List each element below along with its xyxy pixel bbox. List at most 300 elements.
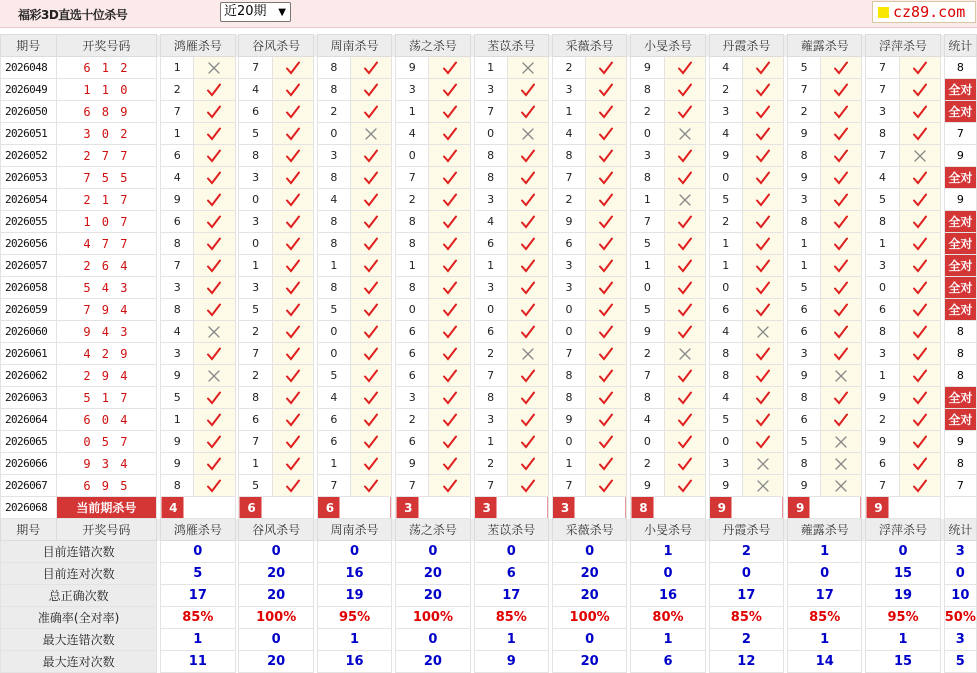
summary-value: 20 (396, 585, 471, 607)
summary-value: 17 (787, 585, 862, 607)
result-mark-cell (429, 79, 470, 101)
stat-cell: 9 (944, 189, 976, 211)
stat-cell: 8 (944, 343, 976, 365)
result-mark-cell (742, 387, 783, 409)
kill-number-cell: 0 (709, 431, 742, 453)
result-mark-cell (272, 101, 313, 123)
result-mark-cell (272, 277, 313, 299)
table-header-row (1, 519, 977, 541)
summary-value: 16 (631, 585, 706, 607)
table-row (1, 475, 977, 497)
stat-cell: 全对 (944, 167, 976, 189)
summary-value: 0 (317, 541, 392, 563)
summary-value: 9 (474, 651, 549, 673)
result-mark-cell (821, 453, 862, 475)
check-icon (521, 237, 535, 251)
kill-number-cell: 3 (239, 167, 272, 189)
draw-number-cell: 1 1 0 (56, 79, 157, 101)
summary-value: 0 (866, 541, 941, 563)
kill-number-cell: 6 (474, 321, 507, 343)
result-mark-cell (194, 321, 235, 343)
result-mark-cell (899, 299, 940, 321)
kill-number-cell: 9 (396, 57, 429, 79)
summary-value: 0 (552, 629, 627, 651)
current-kill-number: 3 (396, 497, 471, 519)
cross-icon (834, 457, 848, 471)
check-icon (286, 193, 300, 207)
check-icon (678, 391, 692, 405)
kill-number-cell: 9 (787, 365, 820, 387)
site-logo[interactable] (872, 1, 976, 23)
summary-value: 0 (239, 541, 314, 563)
kill-number-cell: 9 (787, 475, 820, 497)
column-header: 鸿雁杀号 (161, 35, 236, 57)
top-bar (0, 0, 977, 28)
result-mark-cell (664, 387, 705, 409)
summary-value: 1 (161, 629, 236, 651)
result-mark-cell (429, 431, 470, 453)
kill-number-cell: 4 (709, 387, 742, 409)
check-icon (834, 347, 848, 361)
cross-icon (834, 369, 848, 383)
check-icon (678, 83, 692, 97)
column-header: 开奖号码 (56, 519, 157, 541)
stat-cell: 7 (944, 475, 976, 497)
check-icon (443, 171, 457, 185)
result-mark-cell (507, 387, 548, 409)
result-mark-cell (507, 255, 548, 277)
check-icon (834, 149, 848, 163)
check-icon (286, 325, 300, 339)
kill-number-cell: 8 (161, 299, 194, 321)
kill-number-cell: 2 (474, 453, 507, 475)
stat-cell: 8 (944, 453, 976, 475)
cross-icon (756, 457, 770, 471)
result-mark-cell (194, 299, 235, 321)
period-cell: 2026059 (1, 299, 57, 321)
result-mark-cell (899, 255, 940, 277)
draw-number-cell: 6 8 9 (56, 101, 157, 123)
check-icon (834, 303, 848, 317)
result-mark-cell (429, 123, 470, 145)
kill-number-cell: 4 (631, 409, 664, 431)
kill-number-cell: 5 (631, 299, 664, 321)
result-mark-cell (742, 233, 783, 255)
current-kill-number: 3 (474, 497, 549, 519)
check-icon (443, 127, 457, 141)
kill-number-cell: 1 (161, 409, 194, 431)
kill-number-cell: 8 (787, 145, 820, 167)
kill-number-cell: 0 (631, 123, 664, 145)
kill-number-cell: 9 (866, 387, 899, 409)
kill-number-cell: 0 (552, 321, 585, 343)
summary-value: 0 (396, 629, 471, 651)
result-mark-cell (821, 365, 862, 387)
draw-number-cell: 4 2 9 (56, 343, 157, 365)
table-row (1, 431, 977, 453)
result-mark-cell (586, 453, 627, 475)
check-icon (913, 105, 927, 119)
result-mark-cell (194, 233, 235, 255)
kill-number-cell: 0 (474, 123, 507, 145)
check-icon (599, 215, 613, 229)
kill-number-cell: 0 (631, 277, 664, 299)
cross-icon (207, 369, 221, 383)
result-mark-cell (351, 453, 392, 475)
check-icon (834, 61, 848, 75)
draw-number-cell: 5 1 7 (56, 387, 157, 409)
result-mark-cell (272, 431, 313, 453)
result-mark-cell (664, 453, 705, 475)
result-mark-cell (664, 57, 705, 79)
kill-number-cell: 0 (239, 189, 272, 211)
check-icon (286, 369, 300, 383)
stat-cell: 全对 (944, 255, 976, 277)
result-mark-cell (742, 145, 783, 167)
kill-number-cell: 4 (474, 211, 507, 233)
kill-number-cell: 3 (866, 343, 899, 365)
check-icon (599, 347, 613, 361)
check-icon (521, 193, 535, 207)
result-mark-cell (194, 277, 235, 299)
summary-row (1, 607, 977, 629)
check-icon (364, 347, 378, 361)
table-row (1, 189, 977, 211)
period-cell: 2026067 (1, 475, 57, 497)
kill-number-cell: 5 (317, 365, 350, 387)
kill-number-cell: 1 (709, 233, 742, 255)
kill-number-cell: 7 (552, 343, 585, 365)
result-mark-cell (586, 255, 627, 277)
summary-value: 80% (631, 607, 706, 629)
result-mark-cell (272, 167, 313, 189)
cross-icon (521, 61, 535, 75)
kill-number-cell: 3 (474, 189, 507, 211)
stat-cell: 8 (944, 321, 976, 343)
cross-icon (678, 193, 692, 207)
check-icon (207, 391, 221, 405)
kill-number-cell: 3 (866, 255, 899, 277)
check-icon (599, 237, 613, 251)
check-icon (207, 83, 221, 97)
kill-number-cell: 6 (239, 409, 272, 431)
result-mark-cell (272, 255, 313, 277)
result-mark-cell (586, 387, 627, 409)
summary-label: 最大连对次数 (1, 651, 157, 673)
summary-value: 85% (161, 607, 236, 629)
result-mark-cell (664, 167, 705, 189)
result-mark-cell (429, 365, 470, 387)
check-icon (207, 413, 221, 427)
summary-value: 0 (787, 563, 862, 585)
check-icon (364, 457, 378, 471)
result-mark-cell (664, 343, 705, 365)
result-mark-cell (586, 101, 627, 123)
period-range-select[interactable] (220, 2, 291, 22)
result-mark-cell (194, 57, 235, 79)
check-icon (756, 259, 770, 273)
result-mark-cell (821, 145, 862, 167)
check-icon (286, 435, 300, 449)
check-icon (207, 281, 221, 295)
kill-number-cell: 6 (552, 233, 585, 255)
check-icon (834, 413, 848, 427)
kill-number-cell: 4 (709, 321, 742, 343)
check-icon (286, 61, 300, 75)
result-mark-cell (664, 255, 705, 277)
check-icon (913, 259, 927, 273)
kill-number-cell: 7 (474, 475, 507, 497)
check-icon (599, 413, 613, 427)
check-icon (599, 61, 613, 75)
kill-number-cell: 0 (396, 299, 429, 321)
kill-number-cell: 3 (552, 277, 585, 299)
check-icon (599, 391, 613, 405)
summary-value: 100% (239, 607, 314, 629)
check-icon (599, 259, 613, 273)
check-icon (599, 105, 613, 119)
result-mark-cell (272, 299, 313, 321)
check-icon (913, 435, 927, 449)
kill-number-cell: 0 (709, 167, 742, 189)
stat-cell: 全对 (944, 409, 976, 431)
result-mark-cell (664, 145, 705, 167)
kill-number-cell: 2 (709, 211, 742, 233)
table-row (1, 145, 977, 167)
logo-square-icon (878, 7, 889, 18)
result-mark-cell (351, 475, 392, 497)
result-mark-cell (821, 431, 862, 453)
check-icon (678, 61, 692, 75)
result-mark-cell (742, 343, 783, 365)
result-mark-cell (821, 167, 862, 189)
check-icon (678, 171, 692, 185)
draw-number-cell: 6 0 4 (56, 409, 157, 431)
result-mark-cell (351, 101, 392, 123)
check-icon (364, 303, 378, 317)
check-icon (364, 171, 378, 185)
column-header: 采薇杀号 (552, 519, 627, 541)
result-mark-cell (429, 299, 470, 321)
result-mark-cell (351, 233, 392, 255)
summary-value: 15 (866, 563, 941, 585)
kill-number-cell: 7 (161, 101, 194, 123)
kill-number-cell: 2 (866, 409, 899, 431)
result-mark-cell (821, 233, 862, 255)
kill-number-cell: 6 (161, 211, 194, 233)
kill-number-cell: 5 (239, 123, 272, 145)
kill-number-cell: 6 (866, 299, 899, 321)
stat-cell: 全对 (944, 387, 976, 409)
kill-number-cell: 9 (631, 475, 664, 497)
result-mark-cell (899, 57, 940, 79)
result-mark-cell (586, 167, 627, 189)
result-mark-cell (272, 233, 313, 255)
kill-number-cell: 1 (787, 255, 820, 277)
result-mark-cell (507, 145, 548, 167)
check-icon (286, 83, 300, 97)
table-row (1, 387, 977, 409)
result-mark-cell (586, 277, 627, 299)
check-icon (443, 237, 457, 251)
summary-value: 0 (239, 629, 314, 651)
result-mark-cell (899, 431, 940, 453)
check-icon (207, 479, 221, 493)
kill-number-cell: 7 (866, 79, 899, 101)
result-mark-cell (351, 255, 392, 277)
check-icon (678, 303, 692, 317)
check-icon (364, 193, 378, 207)
result-mark-cell (507, 409, 548, 431)
current-kill-number: 8 (631, 497, 706, 519)
kill-number-cell: 7 (631, 365, 664, 387)
check-icon (207, 237, 221, 251)
result-mark-cell (507, 453, 548, 475)
table-row (1, 277, 977, 299)
column-header: 期号 (1, 519, 57, 541)
summary-row (1, 651, 977, 673)
summary-value: 19 (866, 585, 941, 607)
kill-number-cell: 8 (552, 365, 585, 387)
table-row (1, 123, 977, 145)
column-header: 苤苡杀号 (474, 35, 549, 57)
check-icon (599, 127, 613, 141)
check-icon (678, 435, 692, 449)
table-header-row (1, 35, 977, 57)
result-mark-cell (507, 189, 548, 211)
stat-cell: 7 (944, 123, 976, 145)
kill-number-cell: 5 (866, 189, 899, 211)
result-mark-cell (507, 167, 548, 189)
check-icon (756, 369, 770, 383)
result-mark-cell (899, 453, 940, 475)
result-mark-cell (821, 409, 862, 431)
result-mark-cell (664, 233, 705, 255)
kill-number-cell: 5 (631, 233, 664, 255)
kill-number-cell: 0 (239, 233, 272, 255)
check-icon (834, 259, 848, 273)
summary-value: 2 (709, 541, 784, 563)
kill-number-cell: 2 (552, 57, 585, 79)
summary-label: 准确率(全对率) (1, 607, 157, 629)
check-icon (756, 413, 770, 427)
kill-number-cell: 0 (474, 299, 507, 321)
kill-number-cell: 8 (317, 167, 350, 189)
result-mark-cell (664, 475, 705, 497)
check-icon (599, 303, 613, 317)
check-icon (364, 215, 378, 229)
kill-number-cell: 7 (552, 475, 585, 497)
column-header: 谷风杀号 (239, 519, 314, 541)
current-kill-number: 4 (161, 497, 236, 519)
check-icon (364, 435, 378, 449)
check-icon (678, 281, 692, 295)
cross-icon (756, 479, 770, 493)
kill-number-cell: 6 (396, 365, 429, 387)
kill-number-cell: 9 (161, 431, 194, 453)
kill-number-cell: 2 (631, 343, 664, 365)
check-icon (913, 369, 927, 383)
kill-number-cell: 1 (161, 57, 194, 79)
column-header: 周南杀号 (317, 35, 392, 57)
column-header: 鸿雁杀号 (161, 519, 236, 541)
summary-value: 0 (474, 541, 549, 563)
result-mark-cell (194, 189, 235, 211)
kill-number-cell: 1 (396, 101, 429, 123)
draw-number-cell: 7 5 5 (56, 167, 157, 189)
result-mark-cell (586, 431, 627, 453)
summary-value: 20 (552, 651, 627, 673)
summary-value: 95% (317, 607, 392, 629)
kill-number-cell: 2 (239, 321, 272, 343)
summary-value: 85% (787, 607, 862, 629)
check-icon (443, 479, 457, 493)
check-icon (756, 391, 770, 405)
kill-number-cell: 1 (317, 453, 350, 475)
result-mark-cell (351, 431, 392, 453)
empty-stat-cell (944, 497, 976, 519)
check-icon (364, 325, 378, 339)
result-mark-cell (899, 321, 940, 343)
result-mark-cell (429, 343, 470, 365)
kill-number-cell: 4 (709, 123, 742, 145)
period-cell: 2026048 (1, 57, 57, 79)
kill-number-cell: 4 (239, 79, 272, 101)
check-icon (913, 479, 927, 493)
check-icon (599, 193, 613, 207)
result-mark-cell (194, 475, 235, 497)
kill-number-cell: 6 (317, 409, 350, 431)
kill-number-cell: 9 (552, 409, 585, 431)
check-icon (443, 457, 457, 471)
kill-number-cell: 7 (474, 101, 507, 123)
draw-number-cell: 6 1 2 (56, 57, 157, 79)
check-icon (443, 193, 457, 207)
result-mark-cell (899, 123, 940, 145)
check-icon (286, 149, 300, 163)
check-icon (521, 479, 535, 493)
result-mark-cell (586, 475, 627, 497)
check-icon (286, 237, 300, 251)
result-mark-cell (821, 475, 862, 497)
summary-value: 1 (787, 629, 862, 651)
check-icon (364, 391, 378, 405)
column-header: 蕹露杀号 (787, 519, 862, 541)
kill-number-cell: 9 (396, 453, 429, 475)
stat-cell: 全对 (944, 277, 976, 299)
kill-number-cell: 1 (866, 233, 899, 255)
check-icon (756, 127, 770, 141)
kill-number-cell: 0 (631, 431, 664, 453)
result-mark-cell (821, 101, 862, 123)
period-cell: 2026068 (1, 497, 57, 519)
result-mark-cell (899, 167, 940, 189)
result-mark-cell (507, 277, 548, 299)
result-mark-cell (429, 101, 470, 123)
check-icon (913, 237, 927, 251)
kill-number-cell: 3 (474, 79, 507, 101)
result-mark-cell (507, 343, 548, 365)
result-mark-cell (742, 167, 783, 189)
summary-value: 5 (161, 563, 236, 585)
cross-icon (834, 435, 848, 449)
summary-row (1, 563, 977, 585)
period-range-value: 近20期 (224, 4, 267, 19)
summary-value: 85% (709, 607, 784, 629)
check-icon (521, 105, 535, 119)
current-kill-number: 9 (709, 497, 784, 519)
summary-value: 15 (866, 651, 941, 673)
